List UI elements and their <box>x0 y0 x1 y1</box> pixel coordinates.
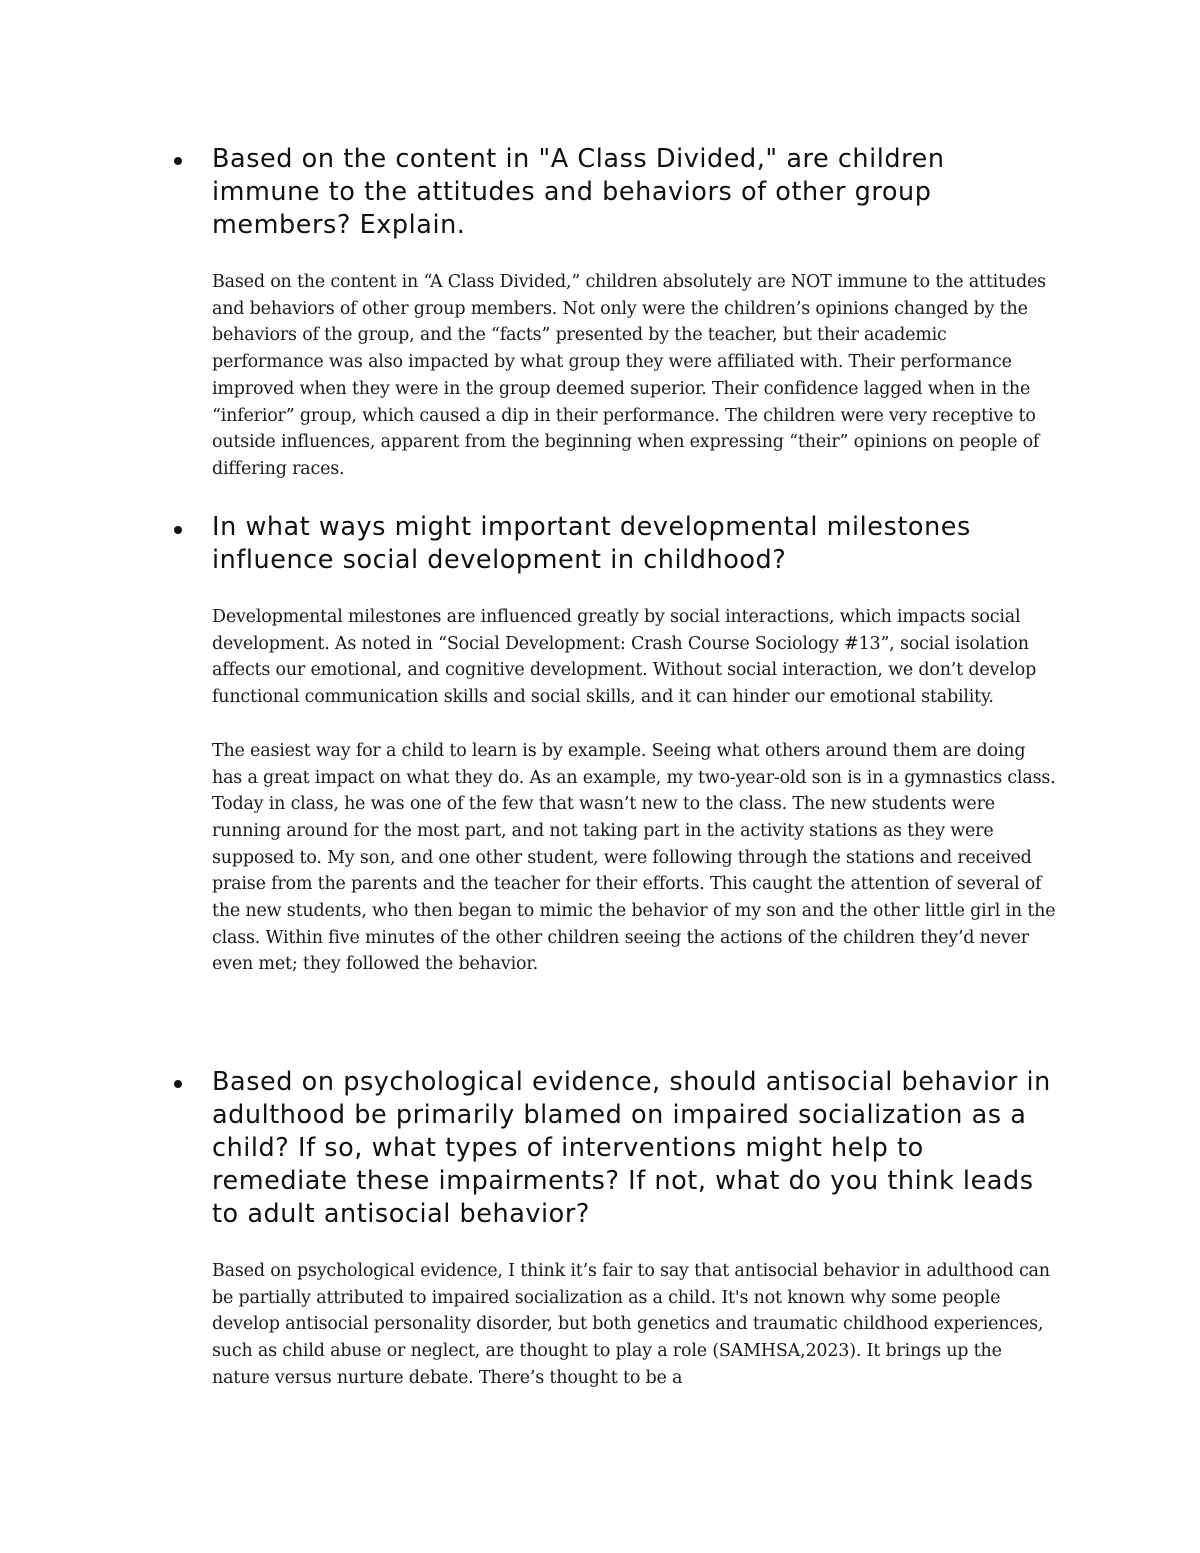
answer-paragraph: Based on the content in “A Class Divided,” children absolutely are NOT immune to the attitudes and behaviors of other group members. Not only were the children’s opinions changed by the behaviors of the group, and the “facts” presented by the teacher, but their academic performance was also impacted by what group they were affiliated with. Their performance improved when they were in the group deemed superior. Their confidence lagged when in the “inferior” group, which caused a dip in their performance. The children were very receptive to outside influences, apparent from the beginning when expressing “their” opinions on people of differing races. <box>212 272 1046 479</box>
bullet-icon <box>174 526 182 534</box>
question-section-1 <box>160 143 1060 483</box>
bullet-icon <box>174 157 182 165</box>
answer-paragraph: Developmental milestones are influenced greatly by social interactions, which impacts social development. As noted in “Social Development: Crash Course Sociology #13”, social isolation affects our emotional, and cognitive development. Without social interaction, we don’t develop functional communication skills and social skills, and it can hinder our emotional stability. <box>212 607 1037 708</box>
question-section-3 <box>160 1066 1060 1392</box>
question-heading: Based on psychological evidence, should antisocial behavior in adulthood be primarily blamed on impaired socialization as a child? If so, what types of interventions might help to remediate these impairments? If not, what do you think leads to adult antisocial behavior? <box>212 1067 1051 1229</box>
question-heading: In what ways might important developmental milestones influence social development in childhood? <box>212 512 971 575</box>
answer-paragraph: The easiest way for a child to learn is by example. Seeing what others around them are doing has a great impact on what they do. As an example, my two-year-old son is in a gymnastics class. Today in class, he was one of the few that wasn’t new to the class. The new students were running around for the most part, and not taking part in the activity stations as they were supposed to. My son, and one other student, were following through the stations and received praise from the parents and the teacher for their efforts. This caught the attention of several of the new students, who then began to mimic the behavior of my son and the other little girl in the class. Within five minutes of the other children seeing the actions of the children they’d never even met; they followed the behavior. <box>212 740 1056 975</box>
question-section-2 <box>160 511 1060 978</box>
question-heading: Based on the content in "A Class Divided," are children immune to the attitudes and behaviors of other group members? Explain. <box>212 144 945 240</box>
answer-paragraph: Based on psychological evidence, I think it’s fair to say that antisocial behavior in adulthood can be partially attributed to impaired socialization as a child. It's not known why some people develop antisocial personality disorder, but both genetics and traumatic childhood experiences, such as child abuse or neglect, are thought to play a role (SAMHSA,2023). It brings up the nature versus nurture debate. There’s thought to be a <box>212 1261 1050 1388</box>
bullet-icon <box>174 1080 182 1088</box>
